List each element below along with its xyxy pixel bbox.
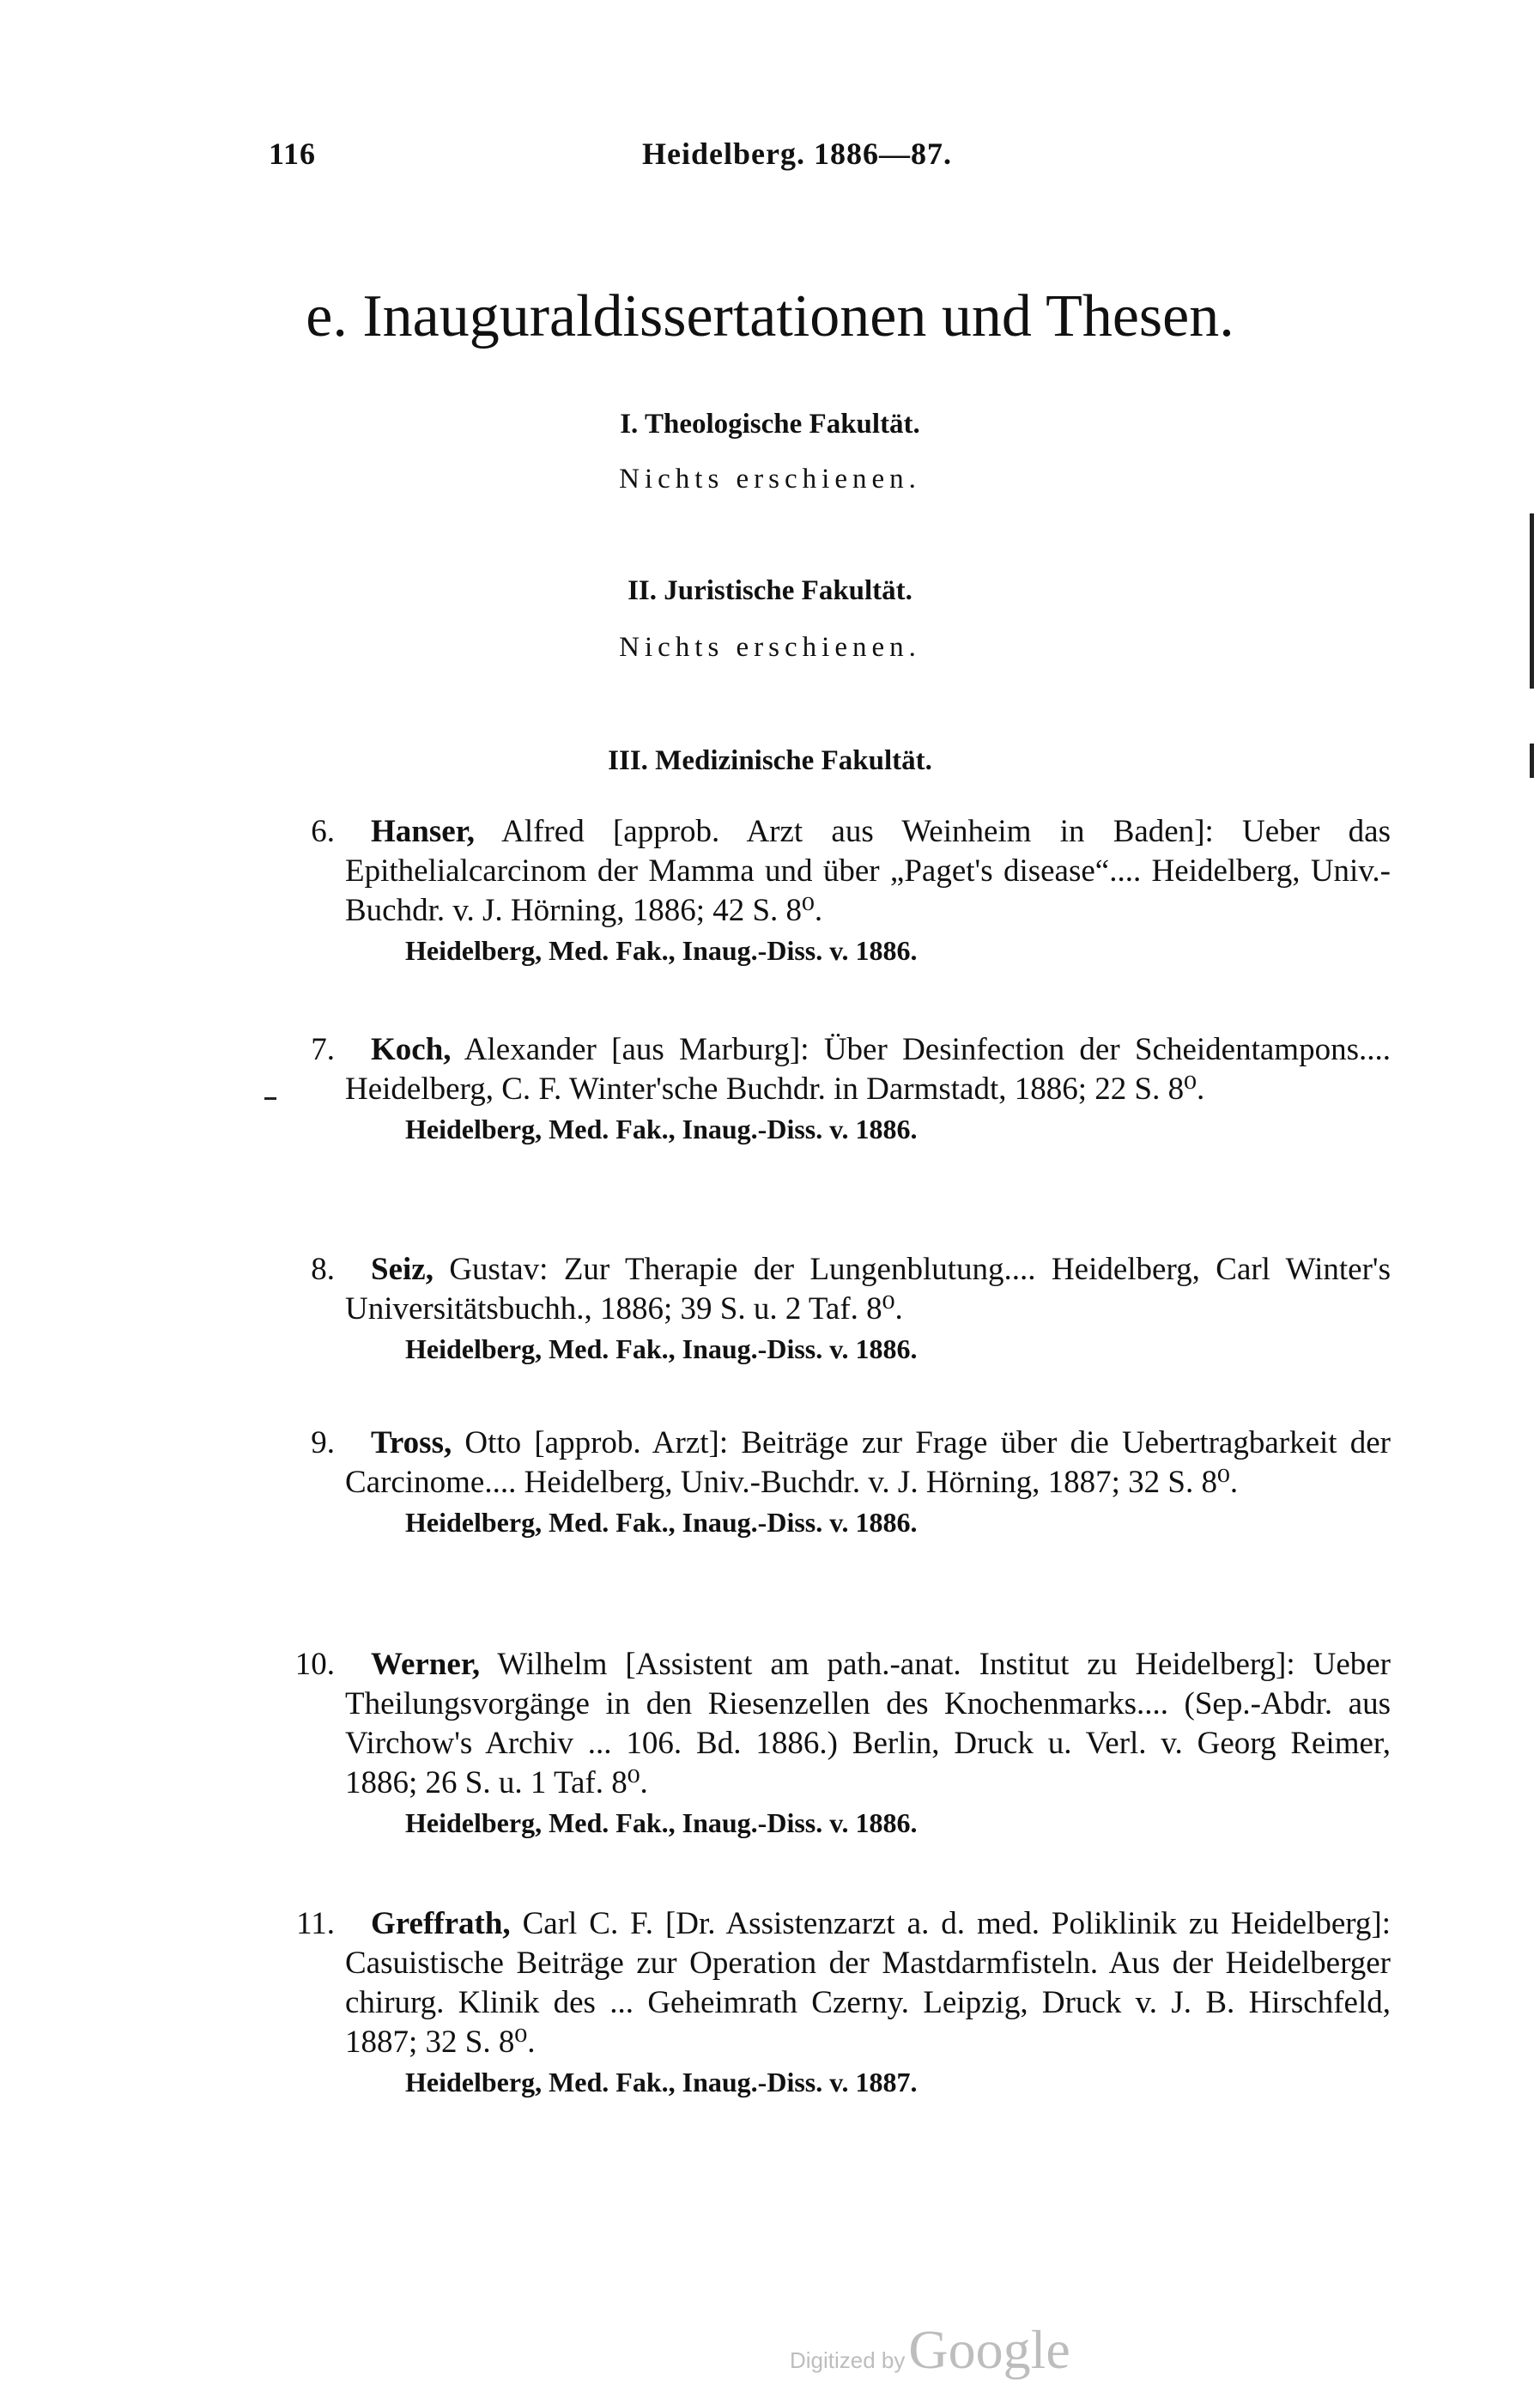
digitized-by-google-watermark [790,2318,1070,2382]
entry-source: Heidelberg, Med. Fak., Inaug.-Diss. v. 1886. [405,1114,918,1144]
entry-author: Tross, [371,1425,452,1460]
entry-author: Werner, [371,1647,481,1682]
section-title: e. Inauguraldissertationen und Thesen. [306,283,1234,349]
entry-source: Heidelberg, Med. Fak., Inaug.-Diss. v. 1886. [405,1807,918,1838]
scan-edge-mark [1530,541,1534,689]
margin-dash-mark [264,1097,276,1100]
entry-number: 7. [311,1032,335,1067]
page-number: 116 [269,137,317,171]
entry-text [345,1250,1391,1329]
faculty-heading-medicine: III. Medizinische Fakultät. [608,745,932,776]
entry-author: Seiz, [371,1252,434,1287]
entry-9 [283,1424,1391,1542]
scan-edge-mark [1530,744,1534,778]
entry-text [345,812,1391,931]
entry-text [345,1904,1391,2062]
watermark-prefix: Digitized by [790,2347,906,2373]
entry-description: Alfred [approb. Arzt aus Weinheim in Baden]: Ueber das Epithelialcarcinom der Mamma und über „Paget's disease“.... Heidelberg, Univ.-Buchdr. v. J. Hörning, 1886; 42 S. 8⁰. [345,814,1391,928]
entry-number: 9. [311,1425,335,1460]
entry-text [345,1424,1391,1503]
faculty-note-law: Nichts erschienen. [619,632,921,663]
entry-source: Heidelberg, Med. Fak., Inaug.-Diss. v. 1886. [405,1333,918,1364]
entry-8 [283,1250,1391,1369]
faculty-heading-law: II. Juristische Fakultät. [628,575,912,606]
entry-description: Carl C. F. [Dr. Assistenzarzt a. d. med. Poliklinik zu Heidelberg]: Casuistische Beiträge zur Operation der Mastdarmfisteln. Aus der Heidelberger chirurg. Klinik des ... Geheimrath Czerny. Leipzig, Druck v. J. B. Hirschfeld, 1887; 32 S. 8⁰. [345,1906,1391,2060]
entry-author: Greffrath, [371,1906,511,1941]
entry-number: 6. [311,814,335,849]
entry-source: Heidelberg, Med. Fak., Inaug.-Diss. v. 1887. [405,2067,918,2098]
entry-7 [283,1030,1391,1149]
running-title: Heidelberg. 1886—87. [642,137,952,171]
entry-source: Heidelberg, Med. Fak., Inaug.-Diss. v. 1886. [405,935,918,966]
entry-6 [283,812,1391,970]
entry-number: 8. [311,1252,335,1287]
faculty-heading-theology: I. Theologische Fakultät. [620,409,920,440]
entry-description: Gustav: Zur Therapie der Lungenblutung.... Heidelberg, Carl Winter's Universitätsbuchh., 1886; 39 S. u. 2 Taf. 8⁰. [345,1252,1391,1327]
entry-11 [283,1904,1391,2102]
entry-text [345,1030,1391,1109]
entry-author: Hanser, [371,814,475,849]
entry-text [345,1645,1391,1803]
watermark-brand: Google [908,2319,1070,2380]
entry-number: 11. [296,1906,335,1941]
entry-10 [283,1645,1391,1843]
entry-author: Koch, [371,1032,452,1067]
entry-description: Alexander [aus Marburg]: Über Desinfection der Scheidentampons.... Heidelberg, C. F. Winter'sche Buchdr. in Darmstadt, 1886; 22 S. 8⁰. [345,1032,1391,1107]
entry-source: Heidelberg, Med. Fak., Inaug.-Diss. v. 1886. [405,1507,918,1538]
entry-description: Otto [approb. Arzt]: Beiträge zur Frage über die Uebertragbarkeit der Carcinome.... Heidelberg, Univ.-Buchdr. v. J. Hörning, 1887; 32 S. 8⁰. [345,1425,1391,1500]
faculty-note-theology: Nichts erschienen. [619,464,921,495]
entry-description: Wilhelm [Assistent am path.-anat. Institut zu Heidelberg]: Ueber Theilungsvorgänge in den Riesenzellen des Knochenmarks.... (Sep.-Abdr. aus Virchow's Archiv ... 106. Bd. 1886.) Berlin, Druck u. Verl. v. Georg Reimer, 1886; 26 S. u. 1 Taf. 8⁰. [345,1647,1391,1800]
entry-number: 10. [294,1647,335,1682]
